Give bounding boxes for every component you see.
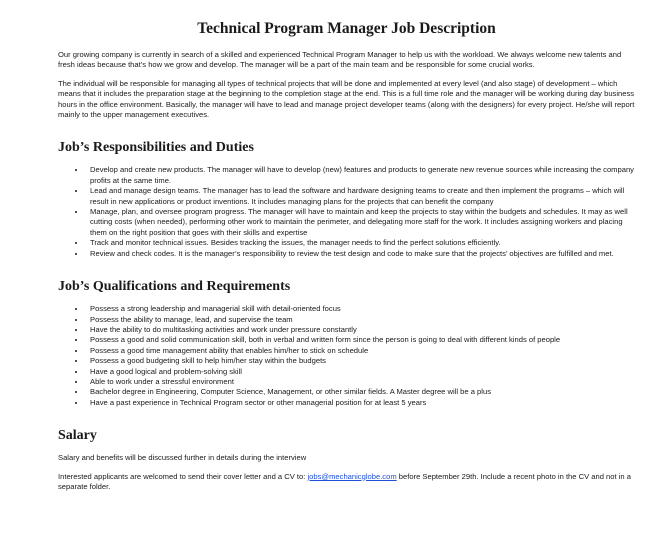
intro-paragraph-2: The individual will be responsible for managing all types of technical projects that will be done and implemented at every level (and also stage) of development – which means that it includes the preparation stage at the beginning to the completion stage at the end. This is a full time role and the manager will be working during day business hours in the office environment. Basically, the manager will have to lead and manage project developer teams (along with the designers) for every project. He/she will report mainly to the upper management executives. [58,78,635,120]
list-item: • Bachelor degree in Engineering, Computer Science, Management, or other similar fields. A Master degree will be a plus [86,387,635,397]
list-item: • Possess a good and solid communication skill, both in verbal and written form since the person is going to deal with different kinds of people [86,335,635,345]
responsibilities-heading: Job’s Responsibilities and Duties [58,140,254,156]
qualifications-heading: Job’s Qualifications and Requirements [58,279,291,295]
list-item: • Manage, plan, and oversee program progress. The manager will have to maintain and keep the projects to stay within the budgets and schedules. It may as well cutting costs (when needed), performing other work to maintain the perimeter, and delegating more staff for the work. It includes assigning workers and placing them on the right position that goes with their skills and expertise [86,207,635,238]
apply-suffix: before September 29th. Include a recent photo in the CV and not in a separate folder. [58,471,631,491]
list-item: • Have a past experience in Technical Program sector or other managerial position for at least 5 years [86,398,635,408]
list-item: • Possess a good budgeting skill to help him/her stay within the budgets [86,356,635,366]
list-item: • Track and monitor technical issues. Besides tracking the issues, the manager needs to find the perfect solutions efficiently. [86,238,635,248]
list-item: • Have a good logical and problem-solving skill [86,367,635,377]
qualifications-list [58,304,635,408]
apply-prefix: Interested applicants are welcomed to send their cover letter and a CV to: [58,471,308,481]
list-item: • Possess the ability to manage, lead, and supervise the team [86,315,635,325]
list-item: • Review and check codes. It is the manager’s responsibility to review the test design and code to make sure that the projects’ objectives are fulfilled and met. [86,249,635,259]
list-item: • Have the ability to do multitasking activities and work under pressure constantly [86,325,635,335]
list-item: • Possess a strong leadership and managerial skill with detail-oriented focus [86,304,635,314]
list-item: • Lead and manage design teams. The manager has to lead the software and hardware designing teams to create and then implement the programs – which will result in new applications or product inventions. It includes managing plans for the projects that can benefit the company [86,186,635,207]
document-title: Technical Program Manager Job Description [197,20,496,37]
salary-heading: Salary [58,428,97,444]
list-item: • Able to work under a stressful environment [86,377,635,387]
responsibilities-list [58,165,635,259]
list-item: • Develop and create new products. The manager will have to develop (new) features and products to generate new revenue sources while increasing the company profits at the same time. [86,165,635,186]
intro-paragraph-1: Our growing company is currently in search of a skilled and experienced Technical Program Manager to help us with the workload. We always welcome new talents and fresh ideas because that’s how we grow and develop. The manager will be a part of the main team and be responsible for some crucial works. [58,50,622,70]
email-link[interactable]: jobs@mechanicglobe.com [307,471,397,481]
list-item: • Possess a good time management ability that enables him/her to stick on schedule [86,346,635,356]
salary-text: Salary and benefits will be discussed further in details during the interview [58,453,307,463]
apply-instructions [58,472,635,493]
